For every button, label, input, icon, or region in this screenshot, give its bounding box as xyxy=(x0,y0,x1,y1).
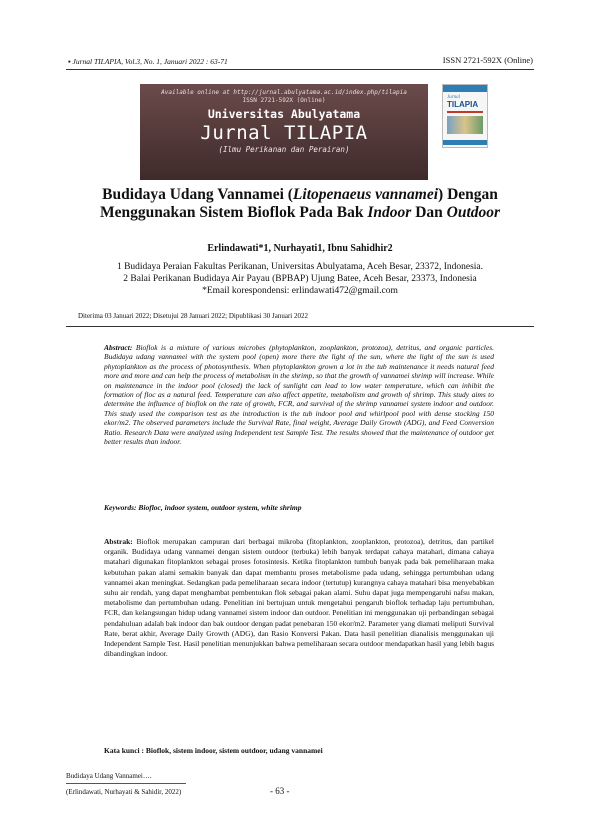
abstract-label: Abstract: xyxy=(104,343,133,352)
authors: Erlindawati*1, Nurhayati1, Ibnu Sahidhir2 xyxy=(207,243,393,254)
correspondence-email: *Email korespondensi: erlindawati472@gmail.com xyxy=(202,286,398,296)
article-title: Budidaya Udang Vannamei (Litopenaeus vannamei) Dengan Menggunakan Sistem Bioflok Pada Bak Indoor Dan Outdoor xyxy=(99,186,501,221)
abstrak-label: Abstrak: xyxy=(104,537,133,546)
affiliations xyxy=(70,261,530,297)
journal-banner xyxy=(140,84,428,180)
abstract-text: Bioflok is a mixture of various microbes (phytoplankton, zooplankton, protozoa), detritus, and organic particles. Budidaya udang vannamei with the system pool (open) more there the light of the sun, where the light of the sun is used phytoplankton as the process of photosynthesis. When phytoplankton grown a lot in the tub maintenance it needs natural feed more and more and can help the process of metabolism in the shrimp, so that the growth of vannamei shrimp will increase. While on maintenance in the indoor pool (closed) the lack of sunlight can lead to low water temperature, which can inhibit the formation of floc as a natural feed. Temperature can also affect appetite, metabolism and growth of shrimp. This study aims to determine the influence of bioflok on the rate of growth, FCR, and survival of the shrimp vannamei system indoor and outdoor. This study used the comparison test as the introduction is the tub indoor pool and whirlpool pool with dense stocking 150 ekor/m2. The observed parameters include the Survival Rate, final weight, Average Daily Growth (ADG), and Feed Conversion Ratio. Research Data were analyzed using Independent test Sample Test. The results showed that the maintenance of outdoor get better results than indoor. xyxy=(104,343,494,447)
header-rule xyxy=(66,69,534,70)
banner-journal-name: Jurnal TILAPIA xyxy=(200,122,368,144)
page-number: - 63 - xyxy=(270,786,290,796)
banner-subtitle: (Ilmu Perikanan dan Perairan) xyxy=(218,145,350,154)
keywords-indonesian: Kata kunci : Bioflok, sistem indoor, sistem outdoor, udang vannamei xyxy=(104,746,323,755)
keywords-english: Keywords: Biofloc, indoor system, outdoor system, white shrimp xyxy=(104,503,302,512)
affiliation-2: 2 Balai Perikanan Budidaya Air Payau (BPBAP) Ujung Batee, Aceh Besar, 23373, Indonesia xyxy=(123,274,477,284)
submission-dates: Diterima 03 Januari 2022; Disetujui 28 Januari 2022; Dipublikasi 30 Januari 2022 xyxy=(78,312,308,320)
abstract-indonesian xyxy=(104,537,494,659)
footer-rule xyxy=(66,783,186,784)
journal-cover-thumbnail: Jurnal TILAPIA xyxy=(442,84,488,148)
dates-rule xyxy=(66,326,534,327)
banner-issn: ISSN 2721-592X (Online) xyxy=(242,97,326,104)
abstrak-text: Bioflok merupakan campuran dari berbagai mikroba (fitoplankton, zooplankton, protozoa), detritus, dan partikel organik. Budidaya udang vannamei dengan sistem outdoor (terbuka) lebih banyak terdapat cahaya matahari, dimana cahaya matahari digunakan fitoplankton sebagai proses fotosintesis. Ketika fitoplankton tumbuh banyak pada bak pemeliharaan maka kebutuhan pakan alami semakin banyak dan dapat membantu proses metabolisme pada udang, sehingga pertumbuhan udang vannamei akan meningkat. Sedangkan pada pemeliharaan secara indoor (tertutup) kurangnya cahaya matahari bisa menyebabkan suhu air rendah, yang dapat menghambat pembentukan flok sebagai pakan alami. Suhu dapat juga mempengaruhi nafsu makan, metabolisme dan pertumbuhan udang. Penelitian ini bertujuan untuk mengetahui pengaruh bioflok terhadap laju pertumbuhan, FCR, dan kelangsungan hidup udang vannamei sistem indoor dan outdoor. Penelitian ini menggunakan uji perbandingan sebagai pendahuluan adalah bak indoor dan bak outdoor dengan padat penebaran 150 ekor/m2. Parameter yang diamati meliputi Survival Rate, berat akhir, Average Daily Growth (ADG), dan Rasio Konversi Pakan. Data hasil penelitian dianalisis menggunakan uji Independent Sample Test. Hasil penelitian menunjukkan bahwa pemeliharaan secara outdoor mendapatkan hasil yang lebih bagus dibandingkan indoor. xyxy=(104,537,494,659)
issn-online: ISSN 2721-592X (Online) xyxy=(442,55,533,65)
banner-url[interactable]: Available online at http://jurnal.abulyatama.ac.id/index.php/tilapia xyxy=(161,89,407,96)
banner-university: Universitas Abulyatama xyxy=(207,107,361,121)
abstract-english xyxy=(104,343,494,446)
affiliation-1: 1 Budidaya Peraian Fakultas Perikanan, Universitas Abulyatama, Aceh Besar, 23372, Indonesia. xyxy=(116,262,484,272)
footer-citation: (Erlindawati, Nurhayati & Sahidir, 2022) xyxy=(66,788,182,796)
footer-running-title: Budidaya Udang Vannamei…. xyxy=(66,772,152,780)
journal-reference: ▪ Jurnal TILAPIA, Vol.3, No. 1, Januari 2022 : 63-71 xyxy=(68,57,228,66)
